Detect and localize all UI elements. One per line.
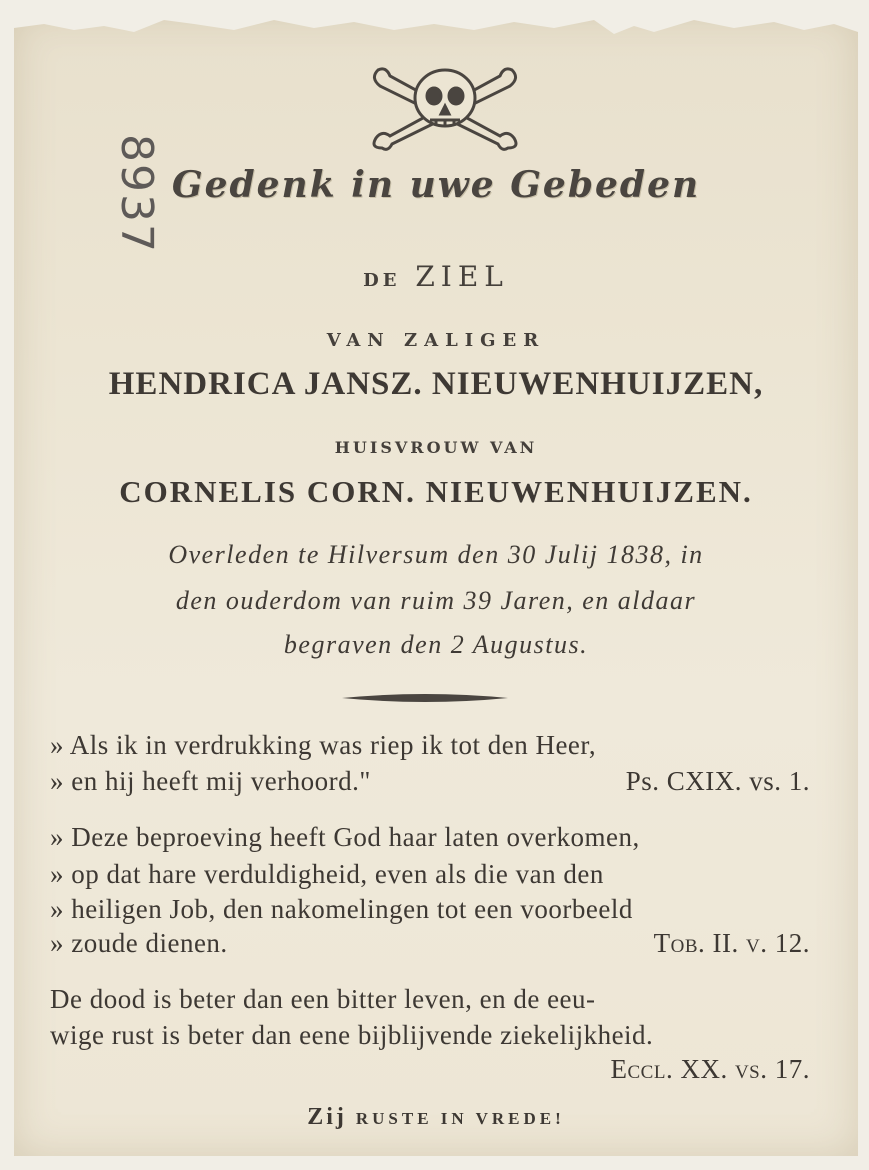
skull-crossbones-icon <box>360 56 530 156</box>
van-zaliger: VAN ZALIGER <box>326 330 546 351</box>
verse-1-reference: Ps. CXIX. vs. 1. <box>625 766 810 796</box>
verse-3-reference: Eccl. XX. vs. 17. <box>610 1054 810 1084</box>
death-notice-line-3: begraven den 2 Augustus. <box>283 630 589 659</box>
verse-2-line-1: » Deze beproeving heeft God haar laten overkomen, <box>50 822 640 852</box>
ziel-word: ZIEL <box>415 260 509 293</box>
verse-3-line-2: wige rust is beter dan eene bijblijvende ziekelijkheid. <box>50 1020 654 1050</box>
verse-2-line-4-text: » zoude dienen. <box>50 928 228 958</box>
husband-name: CORNELIS CORN. NIEUWENHUIJZEN. <box>119 474 753 509</box>
verse-1-line-2-text: » en hij heeft mij verhoord." <box>50 766 371 796</box>
ornament-divider <box>340 690 510 706</box>
closing-rest: RUSTE IN VREDE! <box>355 1109 565 1128</box>
closing-line <box>14 1104 858 1131</box>
death-notice-line-1: Overleden te Hilversum den 30 Julij 1838, in <box>168 540 704 569</box>
verse-1-line-2 <box>50 766 840 797</box>
huisvrouw-van: HUISVROUW VAN <box>334 438 538 457</box>
de-word: DE <box>363 270 401 291</box>
closing-zij: Zij <box>307 1104 347 1130</box>
death-notice-line-2: den ouderdom van ruim 39 Jaren, en aldaar <box>175 586 697 615</box>
verse-2-line-2: » op dat hare verduldigheid, even als die van den <box>50 859 604 889</box>
verse-2-reference: Tob. II. v. 12. <box>653 928 810 958</box>
verse-2-line-3: » heiligen Job, den nakomelingen tot een voorbeeld <box>50 894 633 924</box>
archive-number: 8937 <box>111 134 162 254</box>
ziel-line <box>14 260 858 293</box>
verse-1-line-1: » Als ik in verdrukking was riep ik tot den Heer, <box>50 730 597 760</box>
memorial-card <box>14 14 858 1156</box>
verse-2-line-4 <box>50 928 840 959</box>
verse-3-line-1: De dood is beter dan een bitter leven, en de eeu- <box>50 984 596 1014</box>
gedenk-heading: Gedenk in uwe Gebeden <box>171 164 701 206</box>
deceased-name: HENDRICA JANSZ. NIEUWENHUIJZEN, <box>108 366 764 402</box>
